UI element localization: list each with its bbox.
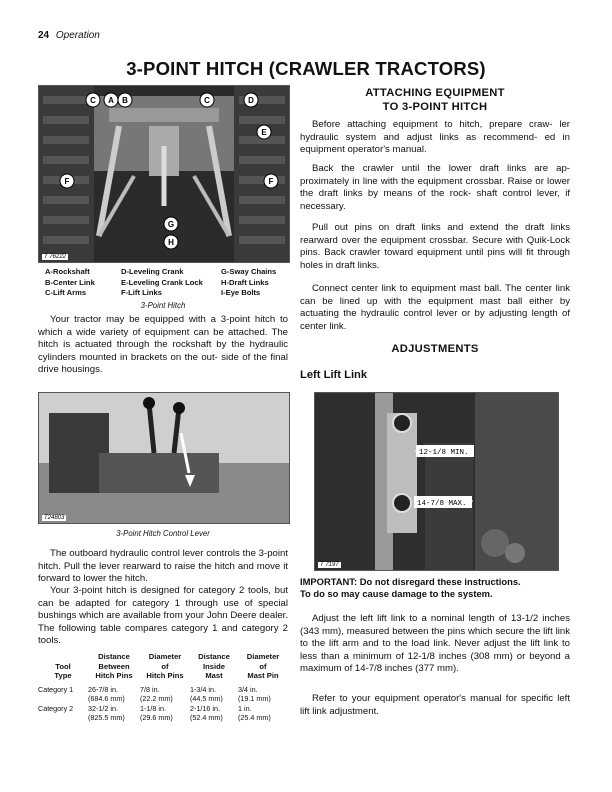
- callout-f-right: F: [268, 177, 274, 186]
- legend-column: [45, 267, 95, 299]
- min-label: 12-1/8 MIN.: [419, 449, 469, 457]
- page-header: [38, 30, 100, 41]
- body-paragraph: Back the crawler until the lower draft links are ap- proximately in line with the equipment crossbar. Raise or lower the draft links by means of the rock- shaft control lever, if necessary.: [300, 163, 570, 212]
- figure-caption: 3-Point Hitch: [140, 301, 186, 310]
- legend-item: D-Leveling Crank: [121, 267, 184, 276]
- table-cell: 2-1/16 in. (52.4 mm): [190, 703, 223, 722]
- callout-b: B: [122, 96, 128, 105]
- column-header: Distance Between Hitch Pins: [95, 652, 133, 680]
- legend-item: B-Center Link: [45, 277, 95, 287]
- section-heading-adjustments: ADJUSTMENTS: [391, 343, 479, 355]
- hitch-illustration: [39, 86, 289, 262]
- legend-item: C-Lift Arms: [45, 288, 87, 297]
- body-paragraph: Adjust the left lift link to a nominal length of 13-1/2 inches (343 mm), measured between the pins which secure the lift link to the lift arm and to the load link. Never adjust the lift link to less than a minimum of 12-1/8 inches (308 mm) or beyond a maximum of 14-7/8 inches (377 mm).: [300, 613, 570, 675]
- body-paragraph: Your 3-point hitch is designed for category 2 tools, but can be adapted for category 1 through use of special bushings which are available from your John Deere dealer. The following table compares category 1 and category 2 tools.: [38, 585, 288, 647]
- callout-c2: C: [204, 96, 210, 105]
- callout-c: C: [90, 96, 96, 105]
- body-paragraph: Connect center link to equipment mast ball. The center link can be lined up with the equipment mast ball either by actuating the hydraulic control lever or by adjusting length of center link.: [300, 283, 570, 332]
- legend-column: [121, 267, 203, 299]
- callout-f-left: F: [64, 177, 70, 186]
- page-number: 24: [38, 30, 50, 41]
- table-cell: 1 in. (25.4 mm): [238, 703, 271, 722]
- lift-link-photo: [314, 392, 559, 571]
- table-cell: Category 1: [38, 684, 74, 694]
- max-label: 14-7/8 MAX.: [417, 500, 467, 508]
- body-paragraph: Pull out pins on draft links and extend the draft links rearward over the equipment crossbar. Secure with Quik-Lock pins. Back crawler toward equipment until pins will fit through holes in draft links.: [300, 222, 570, 271]
- control-lever-illustration: [39, 393, 289, 523]
- table-cell: Category 2: [38, 703, 74, 713]
- table-cell: 3/4 in. (19.1 mm): [238, 684, 271, 703]
- section-name: Operation: [55, 30, 100, 41]
- table-cell: 1-1/8 in. (29.6 mm): [140, 703, 173, 722]
- legend-item: G-Sway Chains: [221, 267, 277, 276]
- body-paragraph: Refer to your equipment operator's manual for specific left lift link adjustment.: [300, 693, 570, 717]
- table-cell: 7/8 in. (22.2 mm): [140, 684, 173, 703]
- control-lever-photo: [38, 392, 290, 524]
- table-row: [38, 704, 288, 723]
- important-notice: IMPORTANT: Do not disregard these instructions. To do so may cause damage to the system.: [300, 576, 521, 600]
- subheading-left-lift-link: Left Lift Link: [300, 369, 368, 381]
- legend-item: E-Leveling Crank Lock: [121, 277, 203, 287]
- callout-e: E: [261, 128, 267, 137]
- figure-caption: 3-Point Hitch Control Lever: [116, 529, 210, 538]
- figure-code: T 7197: [320, 562, 339, 568]
- page-title: 3-POINT HITCH (CRAWLER TRACTORS): [126, 58, 486, 79]
- legend-item: H-Draft Links: [221, 277, 269, 287]
- legend-item: F-Lift Links: [121, 288, 162, 297]
- table-cell: 32-1/2 in. (825.5 mm): [88, 703, 125, 722]
- body-paragraph: The outboard hydraulic control lever controls the 3-point hitch. Pull the lever rearward to raise the hitch and move it forward to lower the hitch.: [38, 548, 288, 585]
- callout-a: A: [108, 96, 114, 105]
- column-header: Distance Inside Mast: [198, 652, 230, 680]
- figure-code: T 76222: [44, 254, 67, 260]
- column-header: Diameter of Hitch Pins: [146, 652, 184, 680]
- body-paragraph: Before attaching equipment to hitch, prepare craw- ler hydraulic system and adjust links as recommend- ed in equipment operator's manual.: [300, 119, 570, 156]
- table-row: [38, 685, 288, 704]
- callout-h: H: [168, 238, 174, 247]
- legend-item: I-Eye Bolts: [221, 288, 261, 297]
- table-header-row: [38, 652, 288, 681]
- callout-g: G: [167, 220, 175, 229]
- hitch-photo: [38, 85, 290, 263]
- legend-item: A-Rockshaft: [45, 267, 90, 276]
- body-paragraph: Your tractor may be equipped with a 3-point hitch to which a wide variety of equipment can be attached. The hitch is actuated through the rockshaft by the hydraulic cylinders mounted in brackets on the out- side of the final drive housings.: [38, 314, 288, 376]
- callout-d: D: [248, 96, 254, 105]
- category-comparison-table: [38, 652, 288, 723]
- table-cell: 26-7/8 in. (684.6 mm): [88, 684, 125, 703]
- table-cell: 1-3/4 in. (44.5 mm): [190, 684, 223, 703]
- figure-code: T24803: [44, 515, 65, 521]
- section-heading-attaching: ATTACHING EQUIPMENT TO 3-POINT HITCH: [365, 87, 505, 113]
- lift-link-illustration: [315, 393, 558, 570]
- column-header: Tool Type: [54, 661, 72, 680]
- column-header: Diameter of Mast Pin: [246, 652, 280, 680]
- legend-column: [221, 267, 276, 299]
